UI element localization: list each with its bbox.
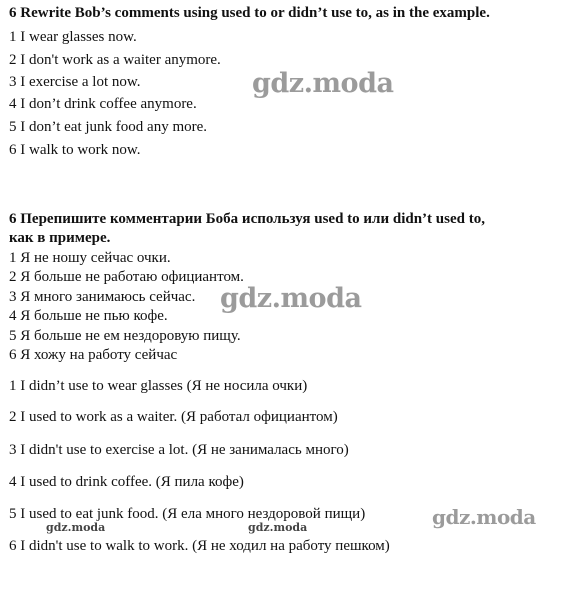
answer-item-4: 4 I used to drink coffee. (Я пила кофе) [9,474,244,490]
watermark-logo-bottom: gdz.moda [432,505,536,529]
exercise-item-en-4: 4 I don’t drink coffee anymore. [9,96,197,112]
exercise-heading-ru-line1: 6 Перепишите комментарии Боба используя used to или didn’t used to, [9,211,485,227]
exercise-item-ru-5: 5 Я больше не ем нездоровую пищу. [9,328,241,344]
exercise-item-en-5: 5 I don’t eat junk food any more. [9,119,208,135]
exercise-item-en-6: 6 I walk to work now. [9,142,141,158]
exercise-item-en-1: 1 I wear glasses now. [9,29,137,45]
exercise-item-ru-4: 4 Я больше не пью кофе. [9,308,168,324]
exercise-item-en-3: 3 I exercise a lot now. [9,74,141,90]
exercise-item-ru-1: 1 Я не ношу сейчас очки. [9,250,171,266]
exercise-item-ru-3: 3 Я много занимаюсь сейчас. [9,289,196,305]
exercise-heading-ru-line2: как в примере. [9,230,111,246]
exercise-item-ru-2: 2 Я больше не работаю официантом. [9,269,244,285]
watermark-small-center: gdz.moda [248,521,308,534]
exercise-item-en-2: 2 I don't work as a waiter anymore. [9,52,221,68]
watermark-small-left: gdz.moda [46,521,106,534]
answer-item-1: 1 I didn’t use to wear glasses (Я не носила очки) [9,378,308,394]
exercise-heading-en: 6 Rewrite Bob’s comments using used to or didn’t use to, as in the example. [9,5,490,21]
answer-item-2: 2 I used to work as a waiter. (Я работал официантом) [9,409,338,425]
answer-item-3: 3 I didn't use to exercise a lot. (Я не занималась много) [9,442,349,458]
exercise-item-ru-6: 6 Я хожу на работу сейчас [9,347,178,363]
watermark-logo-middle: gdz.moda [220,283,362,314]
answer-item-6: 6 I didn't use to walk to work. (Я не ходил на работу пешком) [9,538,390,554]
watermark-logo-top: gdz.moda [252,68,394,99]
answer-item-5: 5 I used to eat junk food. (Я ела много нездоровой пищи) [9,506,366,522]
